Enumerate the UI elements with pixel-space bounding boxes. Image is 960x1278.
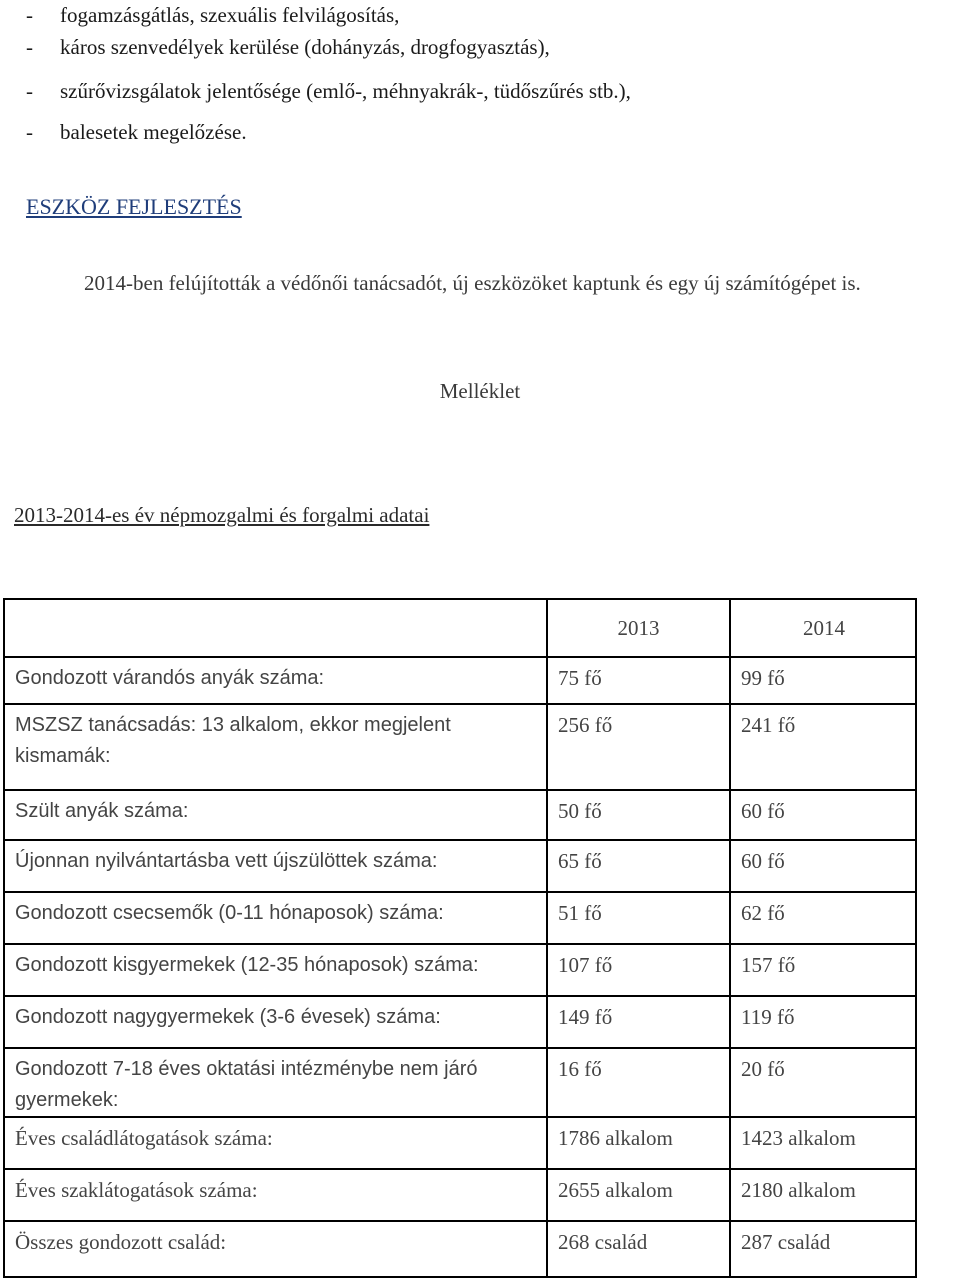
stats-table xyxy=(3,598,917,1278)
value-2014: 60 fő xyxy=(730,790,916,840)
row-label: Éves szaklátogatások száma: xyxy=(4,1169,547,1221)
row-label: Összes gondozott család: xyxy=(4,1221,547,1277)
row-label: Újonnan nyilvántartásba vett újszülöttek száma: xyxy=(4,840,547,892)
header-cell-blank xyxy=(4,599,547,657)
bullet-text: káros szenvedélyek kerülése (dohányzás, drogfogyasztás), xyxy=(60,35,550,59)
value-2014: 2180 alkalom xyxy=(730,1169,916,1221)
table-row xyxy=(4,1169,916,1221)
bullet-text: balesetek megelőzése. xyxy=(60,120,247,144)
value-2013: 16 fő xyxy=(547,1048,730,1117)
value-2014: 99 fő xyxy=(730,657,916,704)
row-label: Gondozott 7-18 éves oktatási intézménybe nem járó gyermekek: xyxy=(4,1048,547,1117)
value-2014: 287 család xyxy=(730,1221,916,1277)
paragraph: 2014-ben felújították a védőnői tanácsadót, új eszközöket kaptunk és egy új számítógépet is. xyxy=(84,271,861,295)
value-2014: 119 fő xyxy=(730,996,916,1048)
table-row xyxy=(4,1221,916,1277)
value-2014: 60 fő xyxy=(730,840,916,892)
table-title: 2013-2014-es év népmozgalmi és forgalmi adatai xyxy=(14,503,430,527)
value-2013: 256 fő xyxy=(547,704,730,790)
table-row xyxy=(4,657,916,704)
value-2013: 268 család xyxy=(547,1221,730,1277)
row-label: Éves családlátogatások száma: xyxy=(4,1117,547,1169)
bullet-dash: - xyxy=(26,3,33,27)
table-header-row xyxy=(4,599,916,657)
header-cell-2014: 2014 xyxy=(730,599,916,657)
section-heading: ESZKÖZ FEJLESZTÉS xyxy=(26,194,242,219)
value-2014: 241 fő xyxy=(730,704,916,790)
bullet-dash: - xyxy=(26,35,33,59)
row-label: Szült anyák száma: xyxy=(4,790,547,840)
row-label: Gondozott csecsemők (0-11 hónaposok) száma: xyxy=(4,892,547,944)
value-2013: 149 fő xyxy=(547,996,730,1048)
value-2013: 51 fő xyxy=(547,892,730,944)
value-2013: 65 fő xyxy=(547,840,730,892)
table-row xyxy=(4,892,916,944)
bullet-dash: - xyxy=(26,79,33,103)
table-row xyxy=(4,790,916,840)
value-2013: 107 fő xyxy=(547,944,730,996)
bullet-text: fogamzásgátlás, szexuális felvilágosítás, xyxy=(60,3,400,27)
table-row xyxy=(4,1117,916,1169)
bullet-dash: - xyxy=(26,120,33,144)
row-label: Gondozott várandós anyák száma: xyxy=(4,657,547,704)
value-2014: 62 fő xyxy=(730,892,916,944)
value-2014: 20 fő xyxy=(730,1048,916,1117)
row-label: MSZSZ tanácsadás: 13 alkalom, ekkor megjelent kismamák: xyxy=(4,704,547,790)
table-row xyxy=(4,944,916,996)
value-2013: 1786 alkalom xyxy=(547,1117,730,1169)
table-row xyxy=(4,704,916,790)
table-row xyxy=(4,840,916,892)
table-row xyxy=(4,996,916,1048)
value-2014: 157 fő xyxy=(730,944,916,996)
row-label: Gondozott nagygyermekek (3-6 évesek) száma: xyxy=(4,996,547,1048)
row-label: Gondozott kisgyermekek (12-35 hónaposok) száma: xyxy=(4,944,547,996)
appendix-title: Melléklet xyxy=(439,379,521,403)
value-2013: 75 fő xyxy=(547,657,730,704)
header-cell-2013: 2013 xyxy=(547,599,730,657)
value-2013: 2655 alkalom xyxy=(547,1169,730,1221)
value-2014: 1423 alkalom xyxy=(730,1117,916,1169)
bullet-text: szűrővizsgálatok jelentősége (emlő-, méhnyakrák-, tüdőszűrés stb.), xyxy=(60,79,631,103)
table-row xyxy=(4,1048,916,1117)
value-2013: 50 fő xyxy=(547,790,730,840)
